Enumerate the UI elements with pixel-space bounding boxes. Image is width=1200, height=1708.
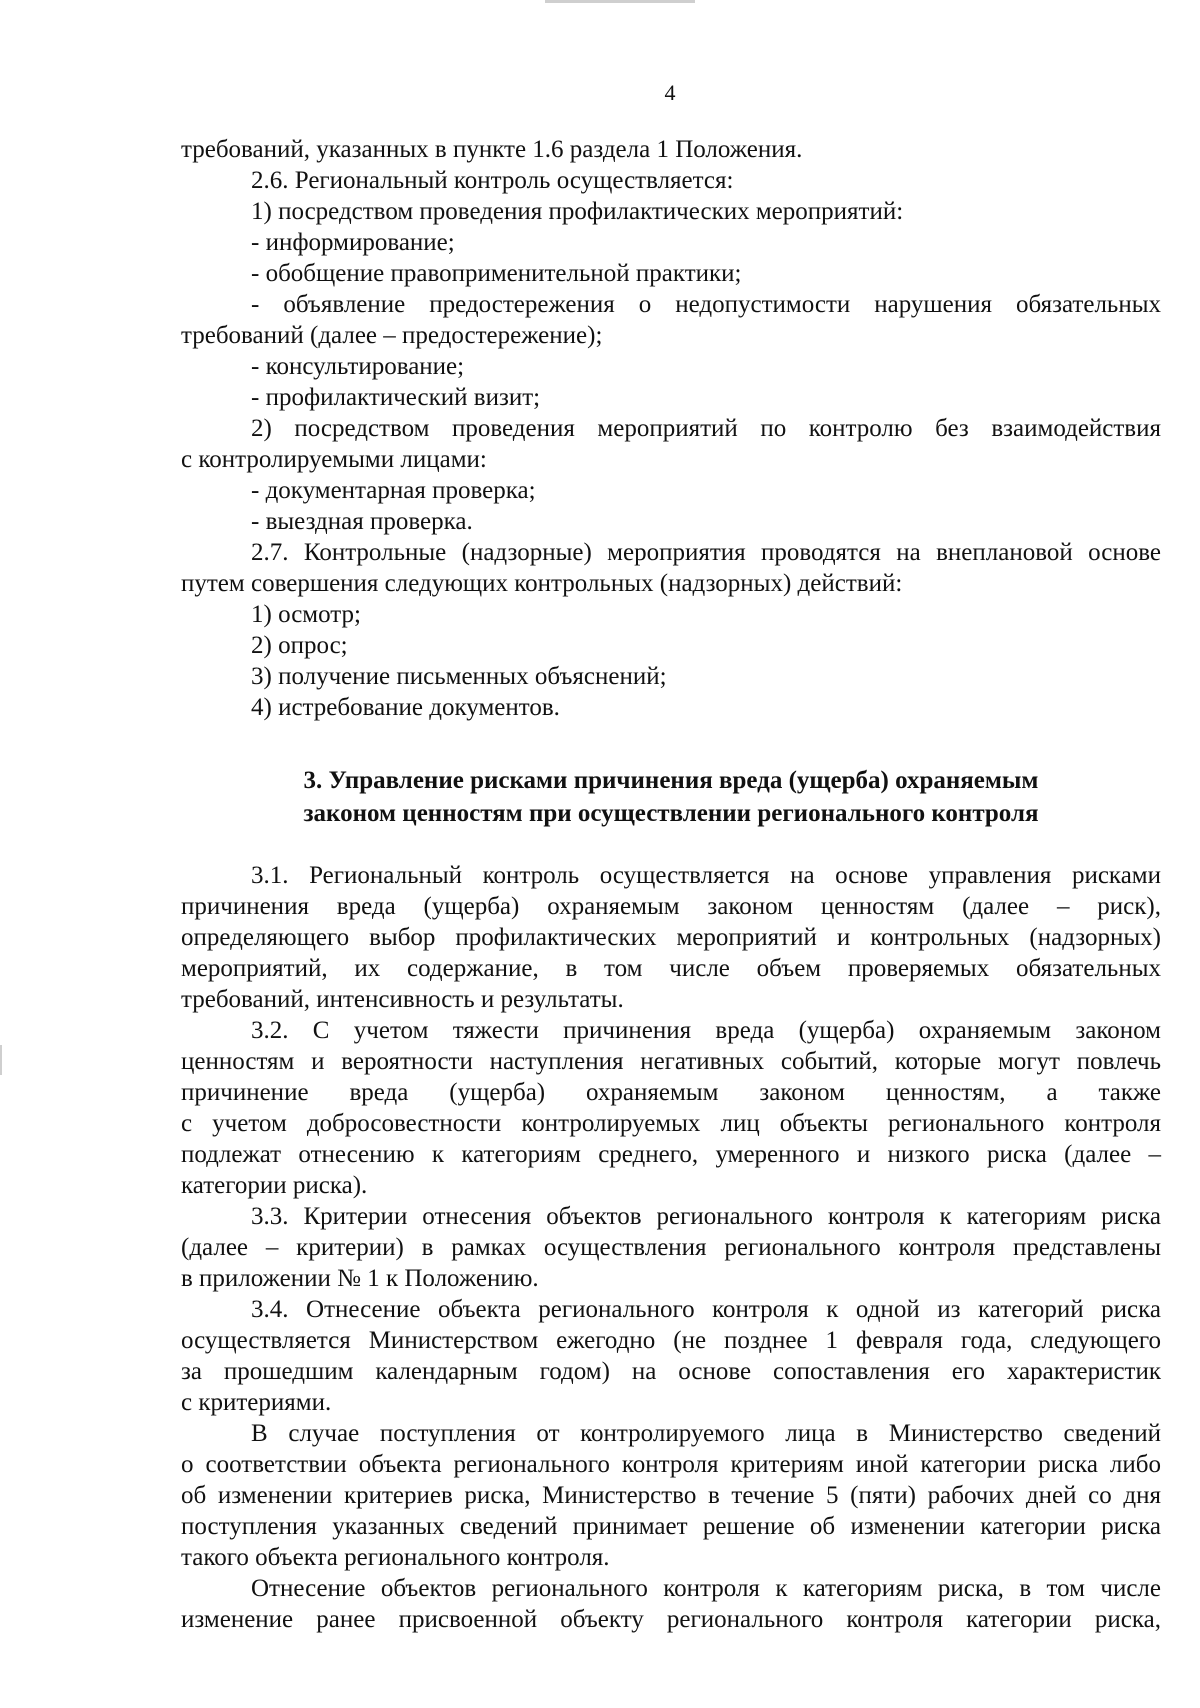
text-line: 3.1. Региональный контроль осуществляется на основе управления рисками <box>251 862 1161 889</box>
text-line: изменение ранее присвоенной объекту регионального контроля категории риска, <box>181 1606 1161 1633</box>
text-line: - профилактический визит; <box>251 384 541 411</box>
scan-artifact-top <box>545 0 695 3</box>
text-line: в приложении № 1 к Положению. <box>181 1265 539 1292</box>
text-line: причинения вреда (ущерба) охраняемым законом ценностям (далее – риск), <box>181 893 1161 920</box>
text-line: - консультирование; <box>251 353 465 380</box>
text-line: - документарная проверка; <box>251 477 536 504</box>
text-line: такого объекта регионального контроля. <box>181 1544 610 1571</box>
text-line: 3.3. Критерии отнесения объектов регионального контроля к категориям риска <box>251 1203 1161 1230</box>
text-line: требований, интенсивность и результаты. <box>181 986 624 1013</box>
document-body <box>181 134 1161 1635</box>
text-line: - объявление предостережения о недопустимости нарушения обязательных <box>251 291 1161 318</box>
text-line: осуществляется Министерством ежегодно (не позднее 1 февраля года, следующего <box>181 1327 1161 1354</box>
text-line: требований (далее – предостережение); <box>181 322 603 349</box>
heading-line: 3. Управление рисками причинения вреда (ущерба) охраняемым <box>303 767 1039 794</box>
text-line: (далее – критерии) в рамках осуществления регионального контроля представлены <box>181 1234 1161 1261</box>
text-line: 2) опрос; <box>251 632 348 659</box>
text-line: - информирование; <box>251 229 455 256</box>
text-line: 4) истребование документов. <box>251 694 560 721</box>
scan-artifact-left <box>0 1045 2 1075</box>
text-line: подлежат отнесению к категориям среднего, умеренного и низкого риска (далее – <box>181 1141 1161 1168</box>
text-line: 1) осмотр; <box>251 601 361 628</box>
text-line: с контролируемыми лицами: <box>181 446 487 473</box>
text-line: о соответствии объекта регионального контроля критериям иной категории риска либо <box>181 1451 1161 1478</box>
section-3-body <box>181 860 1161 1635</box>
text-line: путем совершения следующих контрольных (надзорных) действий: <box>181 570 903 597</box>
page-number: 4 <box>664 80 676 105</box>
text-line: 3.4. Отнесение объекта регионального контроля к одной из категорий риска <box>251 1296 1161 1323</box>
text-line: Отнесение объектов регионального контроля к категориям риска, в том числе <box>251 1575 1161 1602</box>
text-line: определяющего выбор профилактических мероприятий и контрольных (надзорных) <box>181 924 1161 951</box>
text-line: 2) посредством проведения мероприятий по контролю без взаимодействия <box>251 415 1161 442</box>
section-2-continuation <box>181 134 1161 723</box>
text-line: В случае поступления от контролируемого лица в Министерство сведений <box>251 1420 1161 1447</box>
text-line: - выездная проверка. <box>251 508 473 535</box>
text-line: 1) посредством проведения профилактических мероприятий: <box>251 198 904 225</box>
text-line: ценностям и вероятности наступления негативных событий, которые могут повлечь <box>181 1048 1161 1075</box>
text-line: поступления указанных сведений принимает решение об изменении категории риска <box>181 1513 1161 1540</box>
text-line: причинение вреда (ущерба) охраняемым законом ценностям, а также <box>181 1079 1161 1106</box>
text-line: 3.2. С учетом тяжести причинения вреда (ущерба) охраняемым законом <box>251 1017 1161 1044</box>
text-line: с критериями. <box>181 1389 332 1416</box>
text-line: мероприятий, их содержание, в том числе объем проверяемых обязательных <box>181 955 1161 982</box>
heading-line: законом ценностям при осуществлении регионального контроля <box>303 800 1039 827</box>
text-line: 2.6. Региональный контроль осуществляется: <box>251 167 734 194</box>
section-3-heading <box>181 764 1161 830</box>
text-line: 3) получение письменных объяснений; <box>251 663 667 690</box>
text-line: с учетом добросовестности контролируемых лиц объекты регионального контроля <box>181 1110 1161 1137</box>
text-line: за прошедшим календарным годом) на основе сопоставления его характеристик <box>181 1358 1161 1385</box>
text-line: категории риска). <box>181 1172 368 1199</box>
text-line: об изменении критериев риска, Министерство в течение 5 (пяти) рабочих дней со дня <box>181 1482 1161 1509</box>
text-line: требований, указанных в пункте 1.6 раздела 1 Положения. <box>181 136 803 163</box>
text-line: 2.7. Контрольные (надзорные) мероприятия проводятся на внеплановой основе <box>251 539 1161 566</box>
text-line: - обобщение правоприменительной практики; <box>251 260 742 287</box>
